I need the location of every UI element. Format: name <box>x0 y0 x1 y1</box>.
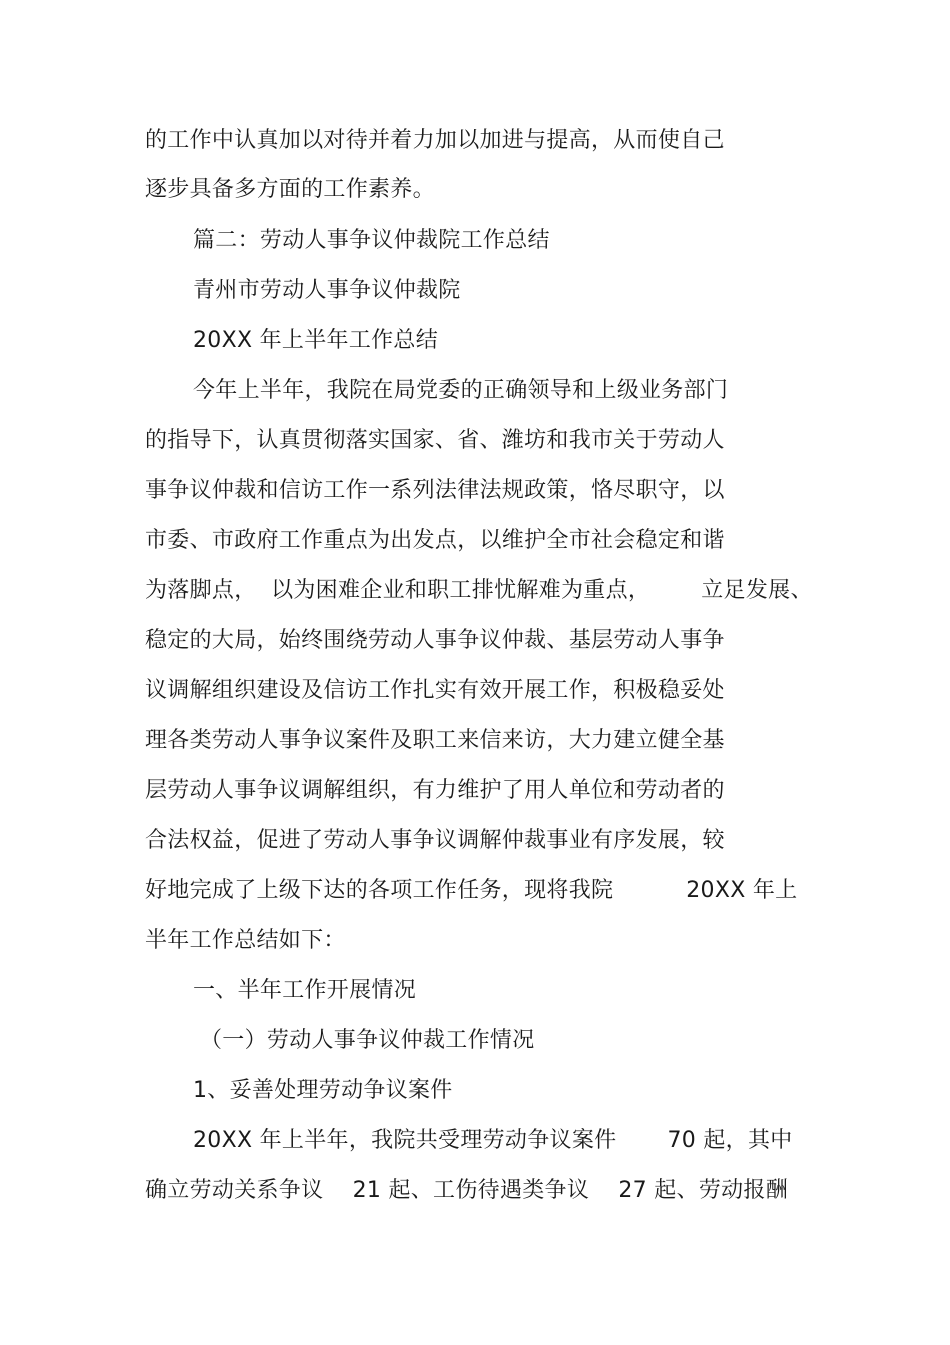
body-text-line: 合法权益，促进了劳动人事争议调解仲裁事业有序发展，较 <box>145 828 725 853</box>
body-text-line: 稳定的大局，始终围绕劳动人事争议仲裁、基层劳动人事争 <box>145 628 725 653</box>
body-text-line: 为落脚点， 以为困难企业和职工排忧解难为重点， 立足发展、 <box>145 578 813 603</box>
body-text-line: 半年工作总结如下： <box>145 928 346 953</box>
body-text-line: 的工作中认真加以对待并着力加以加进与提高，从而使自己 <box>145 128 725 153</box>
organization-name: 青州市劳动人事争议仲裁院 <box>193 278 461 303</box>
heading-level-3: 1、妥善处理劳动争议案件 <box>193 1078 453 1103</box>
body-text-line: 市委、市政府工作重点为出发点，以维护全市社会稳定和谐 <box>145 528 725 553</box>
heading-level-1: 一、半年工作开展情况 <box>193 978 417 1003</box>
heading-level-2: （一）劳动人事争议仲裁工作情况 <box>200 1028 535 1053</box>
body-text-line: 议调解组织建设及信访工作扎实有效开展工作，积极稳妥处 <box>145 678 725 703</box>
report-title: 20XX 年上半年工作总结 <box>193 328 439 353</box>
section-title: 篇二：劳动人事争议仲裁院工作总结 <box>193 228 550 253</box>
body-text-line: 事争议仲裁和信访工作一系列法律法规政策，恪尽职守，以 <box>145 478 725 503</box>
body-text-line: 逐步具备多方面的工作素养。 <box>145 177 435 202</box>
body-text-line: 确立劳动关系争议 21 起、工伤待遇类争议 27 起、劳动报酬 <box>145 1178 789 1203</box>
paragraph-start: 今年上半年，我院在局党委的正确领导和上级业务部门 <box>193 378 729 403</box>
body-text-line: 层劳动人事争议调解组织，有力维护了用人单位和劳动者的 <box>145 778 725 803</box>
body-text-line: 的指导下，认真贯彻落实国家、省、潍坊和我市关于劳动人 <box>145 428 725 453</box>
body-text-line: 理各类劳动人事争议案件及职工来信来访，大力建立健全基 <box>145 728 725 753</box>
paragraph-start: 20XX 年上半年，我院共受理劳动争议案件 70 起，其中 <box>193 1128 793 1153</box>
body-text-line: 好地完成了上级下达的各项工作任务，现将我院 20XX 年上 <box>145 878 798 903</box>
